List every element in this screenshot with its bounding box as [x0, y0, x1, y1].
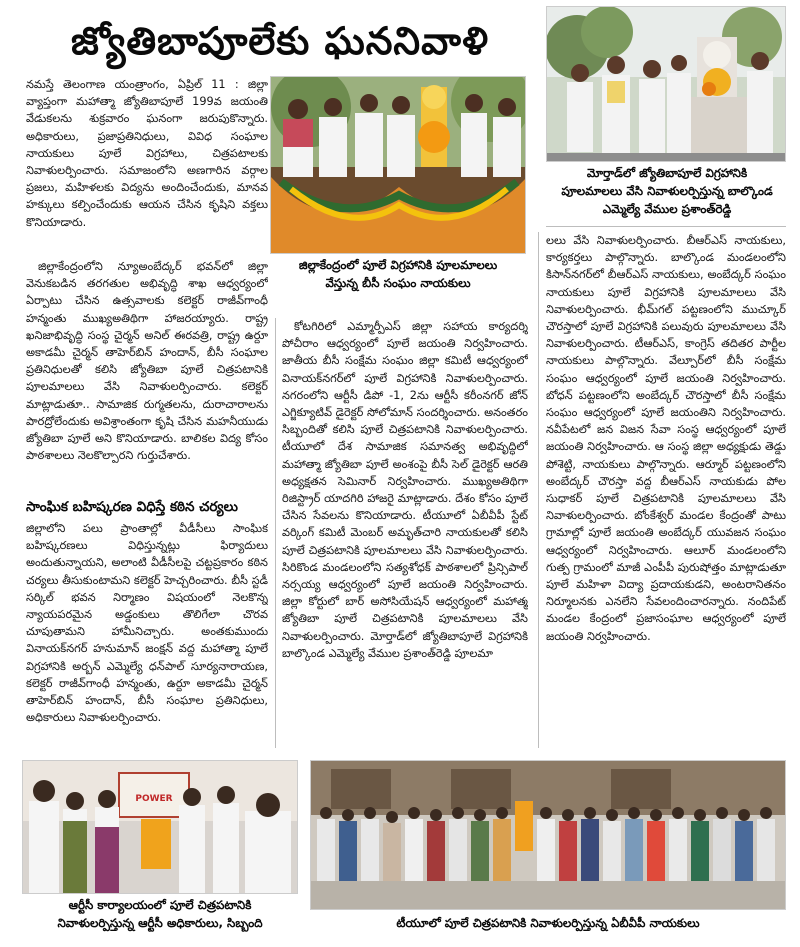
garlanded-statue-photo-illustration	[271, 77, 526, 254]
headline: జ్యోతిబాపూలేకు ఘననివాళి	[70, 19, 490, 63]
col3-paragraph-1: లలు వేసి నివాళులర్పించారు. బీఆర్ఎస్ నాయకులు, కార్యకర్తలు పాల్గొన్నారు. బాల్కొండ మండలంలోని కిసాన్‌నగర్‌లో బీఆర్ఎస్ నాయకులు, అంబేద్కర్ సంఘం నాయకులు పూలే విగ్రహానికి పూలమాలలు వేసి నివాళులర్పించారు. భీమ్‌గల్ పట్టణంలోని ముచ్కూర్ చౌరస్తాలో పూలే విగ్రహానికి పలువురు పూలమాలలు వేసి నివాళులర్పించారు. టీఆర్ఎస్, కాంగ్రెస్ తదితర పార్టీల నాయకులు పాల్గొన్నారు. వేల్పూర్‌లో బీసీ సంక్షేమ సంఘం ఆధ్వర్యంలో పూలే జయంతి నిర్వహించారు. బోధన్ పట్టణంలోని అంబేద్కర్ చౌరస్తాలో బీసీ సంక్షేమ సంఘం ఆధ్వర్యంలో పూలే జయంతిని నిర్వహించారు. నవీపేటలో జన విజన సేవా సంస్థ ఆధ్వర్యంలో పూలే జయంతి నిర్వహించారు. ఆ సంస్థ జిల్లా అధ్యక్షుడు తెడ్డు పోశెట్టి, నాయకులు పాల్గొన్నారు. ఆర్మూర్ పట్టణంలోని అంబేద్కర్ చౌరస్తా వద్ద బీఆర్ఎస్ నాయకుడు పోల సుధాకర్ పూలే చిత్రపటానికి పూలమాలలు వేసి నివాళులర్పించారు. బోంకేశ్వర్ మండల కేంద్రంతో పాటు గ్రామాల్లో పూలే జయంతి అంబేద్కర్ యువజన సంఘం ఆధ్వర్యంలో నిర్వహించారు. ఆలూర్ మండలంలోని గుత్ప గ్రామంలో మాజీ ఎంపీపీ పురుషోత్తం మాట్లాడుతూ పూలే మహిళా విద్యా ప్రదాయకుడని, అంటరానితనం నిర్మూలనకు ఎనలేని సేవలందించారన్నారు. నందిపేట్ మండల కేంద్రంలో ప్రజాసంఘాల ఆధ్వర్యంలో పూలే జయంతి నిర్వహించారు.	[546, 234, 786, 643]
col1-paragraph-1: నమస్తే తెలంగాణ యంత్రాంగం, ఏప్రిల్ 11 : జిల్లా వ్యాప్తంగా మహాత్మా జ్యోతిబాపూలే 199వ జయంతి వేడుకలను శుక్రవారం ఘనంగా జరుపుకొన్నారు. అధికారులు, ప్రజాప్రతినిధులు, వివిధ సంఘాల నాయకులు పూలే విగ్రహాలు, చిత్రపటాలకు నివాళులర్పించారు. సమాజంలోని అణగారిన వర్గాల ప్రజలు, మహిళలకు విద్యను అందించేందుకు, మానవ హక్కులు కల్పించేందుకు ఆయన చేసిన కృషిని వక్తలు కొనియాడారు.	[26, 78, 268, 229]
col1-paragraph-3: జిల్లాలోని పలు ప్రాంతాల్లో వీడీసీలు సాంఘిక బహిష్కరణలు విధిస్తున్నట్లు ఫిర్యాదులు అందుతున్నాయని, అలాంటి వీడీసీలపై చట్టప్రకారం కఠిన చర్యలు తీసుకుంటామని కలెక్టర్ హెచ్చరించారు. బీసీ స్టడీ సర్కిల్ భవన నిర్మాణం విషయంలో నెలకొన్న న్యాయపరమైన అడ్డంకులు తొలిగేలా చొరవ చూపుతామని హామీనిచ్చారు. అంతకుముందు వినాయక్‌నగర్ హనుమాన్ జంక్షన్ వద్ద మహాత్మా పూలే విగ్రహానికి అర్బన్ ఎమ్మెల్యే ధన్‌పాల్ సూర్యనారాయణ, కలెక్టర్ రాజీవ్‌గాంధీ హన్మంతు, ఉర్దూ అకాడమీ చైర్మన్ తాహెర్‌బిన్ హందాన్, బీసీ సంఘాల ప్రతినిధులు, అధికారులు నివాళులర్పించారు.	[26, 522, 268, 725]
rtc-banner-text: POWER	[135, 794, 173, 804]
abvp-group-photo-illustration	[311, 761, 786, 910]
col1-paragraph-2: జిల్లాకేంద్రంలోని న్యూఅంబేద్కర్ భవన్‌లో జిల్లా వెనుకబడిన తరగతుల అభివృద్ధి శాఖ ఆధ్వర్యంలో ఏర్పాటు చేసిన ఉత్సవాలకు కలెక్టర్ రాజీవ్‌గాంధీ హన్మంతు ముఖ్యఅతిథిగా హాజరయ్యారు. రాష్ట్ర ఖనిజాభివృద్ధి సంస్థ చైర్మన్ అనిల్ ఈరవత్రి, రాష్ట్ర ఉర్దూ అకాడమీ చైర్మన్ తాహెర్‌బిన్ హందాన్, బీసీ సంఘాల ప్రతినిధులతో కలిసి జ్యోతిబా పూలే చిత్రపటానికి పూలమాలలు వేసి నివాళులర్పించారు. కలెక్టర్ మాట్లాడుతూ.. సామాజిక రుగ్మతలను, దురాచారాలను పారద్రోలేందుకు అవిశ్రాంతంగా కృషి చేసిన మహనీయుడు జ్యోతిబా పూలే అని కొనియాడారు. బాలికల విద్య కోసం పాఠశాలలు నెలకొల్పారని గుర్తుచేశారు.	[26, 260, 268, 463]
photo-district-statue	[270, 76, 526, 254]
subheading-social-boycott: సాంఘిక బహిష్కరణ విధిస్తే కఠిన చర్యలు	[26, 499, 238, 515]
col2-paragraph-1: కోటగిరిలో ఎమ్మార్పీఎస్ జిల్లా సహాయ కార్యదర్శి పోచీరాం ఆధ్వర్యంలో పూలే జయంతి నిర్వహించారు. జాతీయ బీసీ సంక్షేమ సంఘం జిల్లా కమిటీ ఆధ్వర్యంలో వినాయక్‌నగర్‌లో పూలే విగ్రహానికి నివాళులర్పించారు. నగరంలోని ఆర్టీసీ డిపో -1, 2ను ఆర్టీసీ కరీంనగర్ జోన్ ఎగ్జిక్యూటివ్ డైరెక్టర్ సోలోమాన్ సందర్శించారు. అనంతరం సిబ్బందితో కలిసి పూలే చిత్రపటానికి నివాళులర్పించారు. టీయూలో దేశ సామాజిక సమానత్వ అభివృద్ధిలో మహాత్మా జ్యోతిబా పూలే అంశంపై బీసీ సెల్ డైరెక్టర్ ఆరతి అధ్యక్షతన సెమినార్ నిర్వహించారు. ముఖ్యఅతిథిగా రిజిస్ట్రార్ యాదగిరి హాజరై మాట్లాడారు. దేశం కోసం పూలే చేసిన సేవలను కొనియాడారు. టీయూలో ఏబీవీపీ స్టేట్ వర్కింగ్ కమిటీ మెంబర్ అమృత్‌చారి నాయకులతో కలిసి పూలే చిత్రపటానికి పూలమాలలు వేసి నివాళులర్పించారు. సిరికొండ మండలంలోని సత్యశోధక్ పాఠశాలలో ప్రిన్సిపాల్ నర్సయ్య ఆధ్వర్యంలో పూలే జయంతి నిర్వహించారు. జిల్లా కోర్టులో బార్ అసోసియేషన్ ఆధ్వర్యంలో మహాత్మ జ్యోతిబా పూలే చిత్రపటానికి పూలమాలలు వేసి నివాళులర్పించారు. మోర్తాడ్‌లో జ్యోతిబాపూలే విగ్రహానికి బాల్కొండ ఎమ్మెల్యే వేముల ప్రశాంత్‌రెడ్డి పూలమా	[282, 320, 528, 660]
photo-rtc-office	[22, 760, 298, 894]
caption-photo-abvp: టీయూలో పూలే చిత్రపటానికి నివాళులర్పిస్తున్న ఏబీవీపీ నాయకులు	[396, 916, 700, 930]
rtc-office-photo-illustration	[23, 761, 298, 894]
photo-tu-abvp-group	[310, 760, 786, 910]
statue-garland-photo-illustration	[547, 7, 786, 162]
caption-divider	[546, 226, 786, 227]
caption-photo-rtc: ఆర్టీసీ కార్యాలయంలో పూలే చిత్రపటానికి నివాళులర్పిస్తున్న ఆర్టీసీ అధికారులు, సిబ్బంది	[57, 898, 263, 930]
column-divider	[538, 232, 539, 748]
photo-mortad-statue	[546, 6, 786, 162]
caption-photo-mortad: మోర్తాడ్‌లో జ్యోతిబాపూలే విగ్రహానికి పూలమాలలు వేసి నివాళులర్పిస్తున్న బాల్కొండ ఎమ్మెల్యే వేముల ప్రశాంత్‌రెడ్డి	[561, 166, 773, 216]
column-divider	[275, 318, 276, 748]
caption-photo-district: జిల్లాకేంద్రంలో పూలే విగ్రహానికి పూలమాలలు వేస్తున్న బీసీ సంఘం నాయకులు	[298, 258, 498, 290]
